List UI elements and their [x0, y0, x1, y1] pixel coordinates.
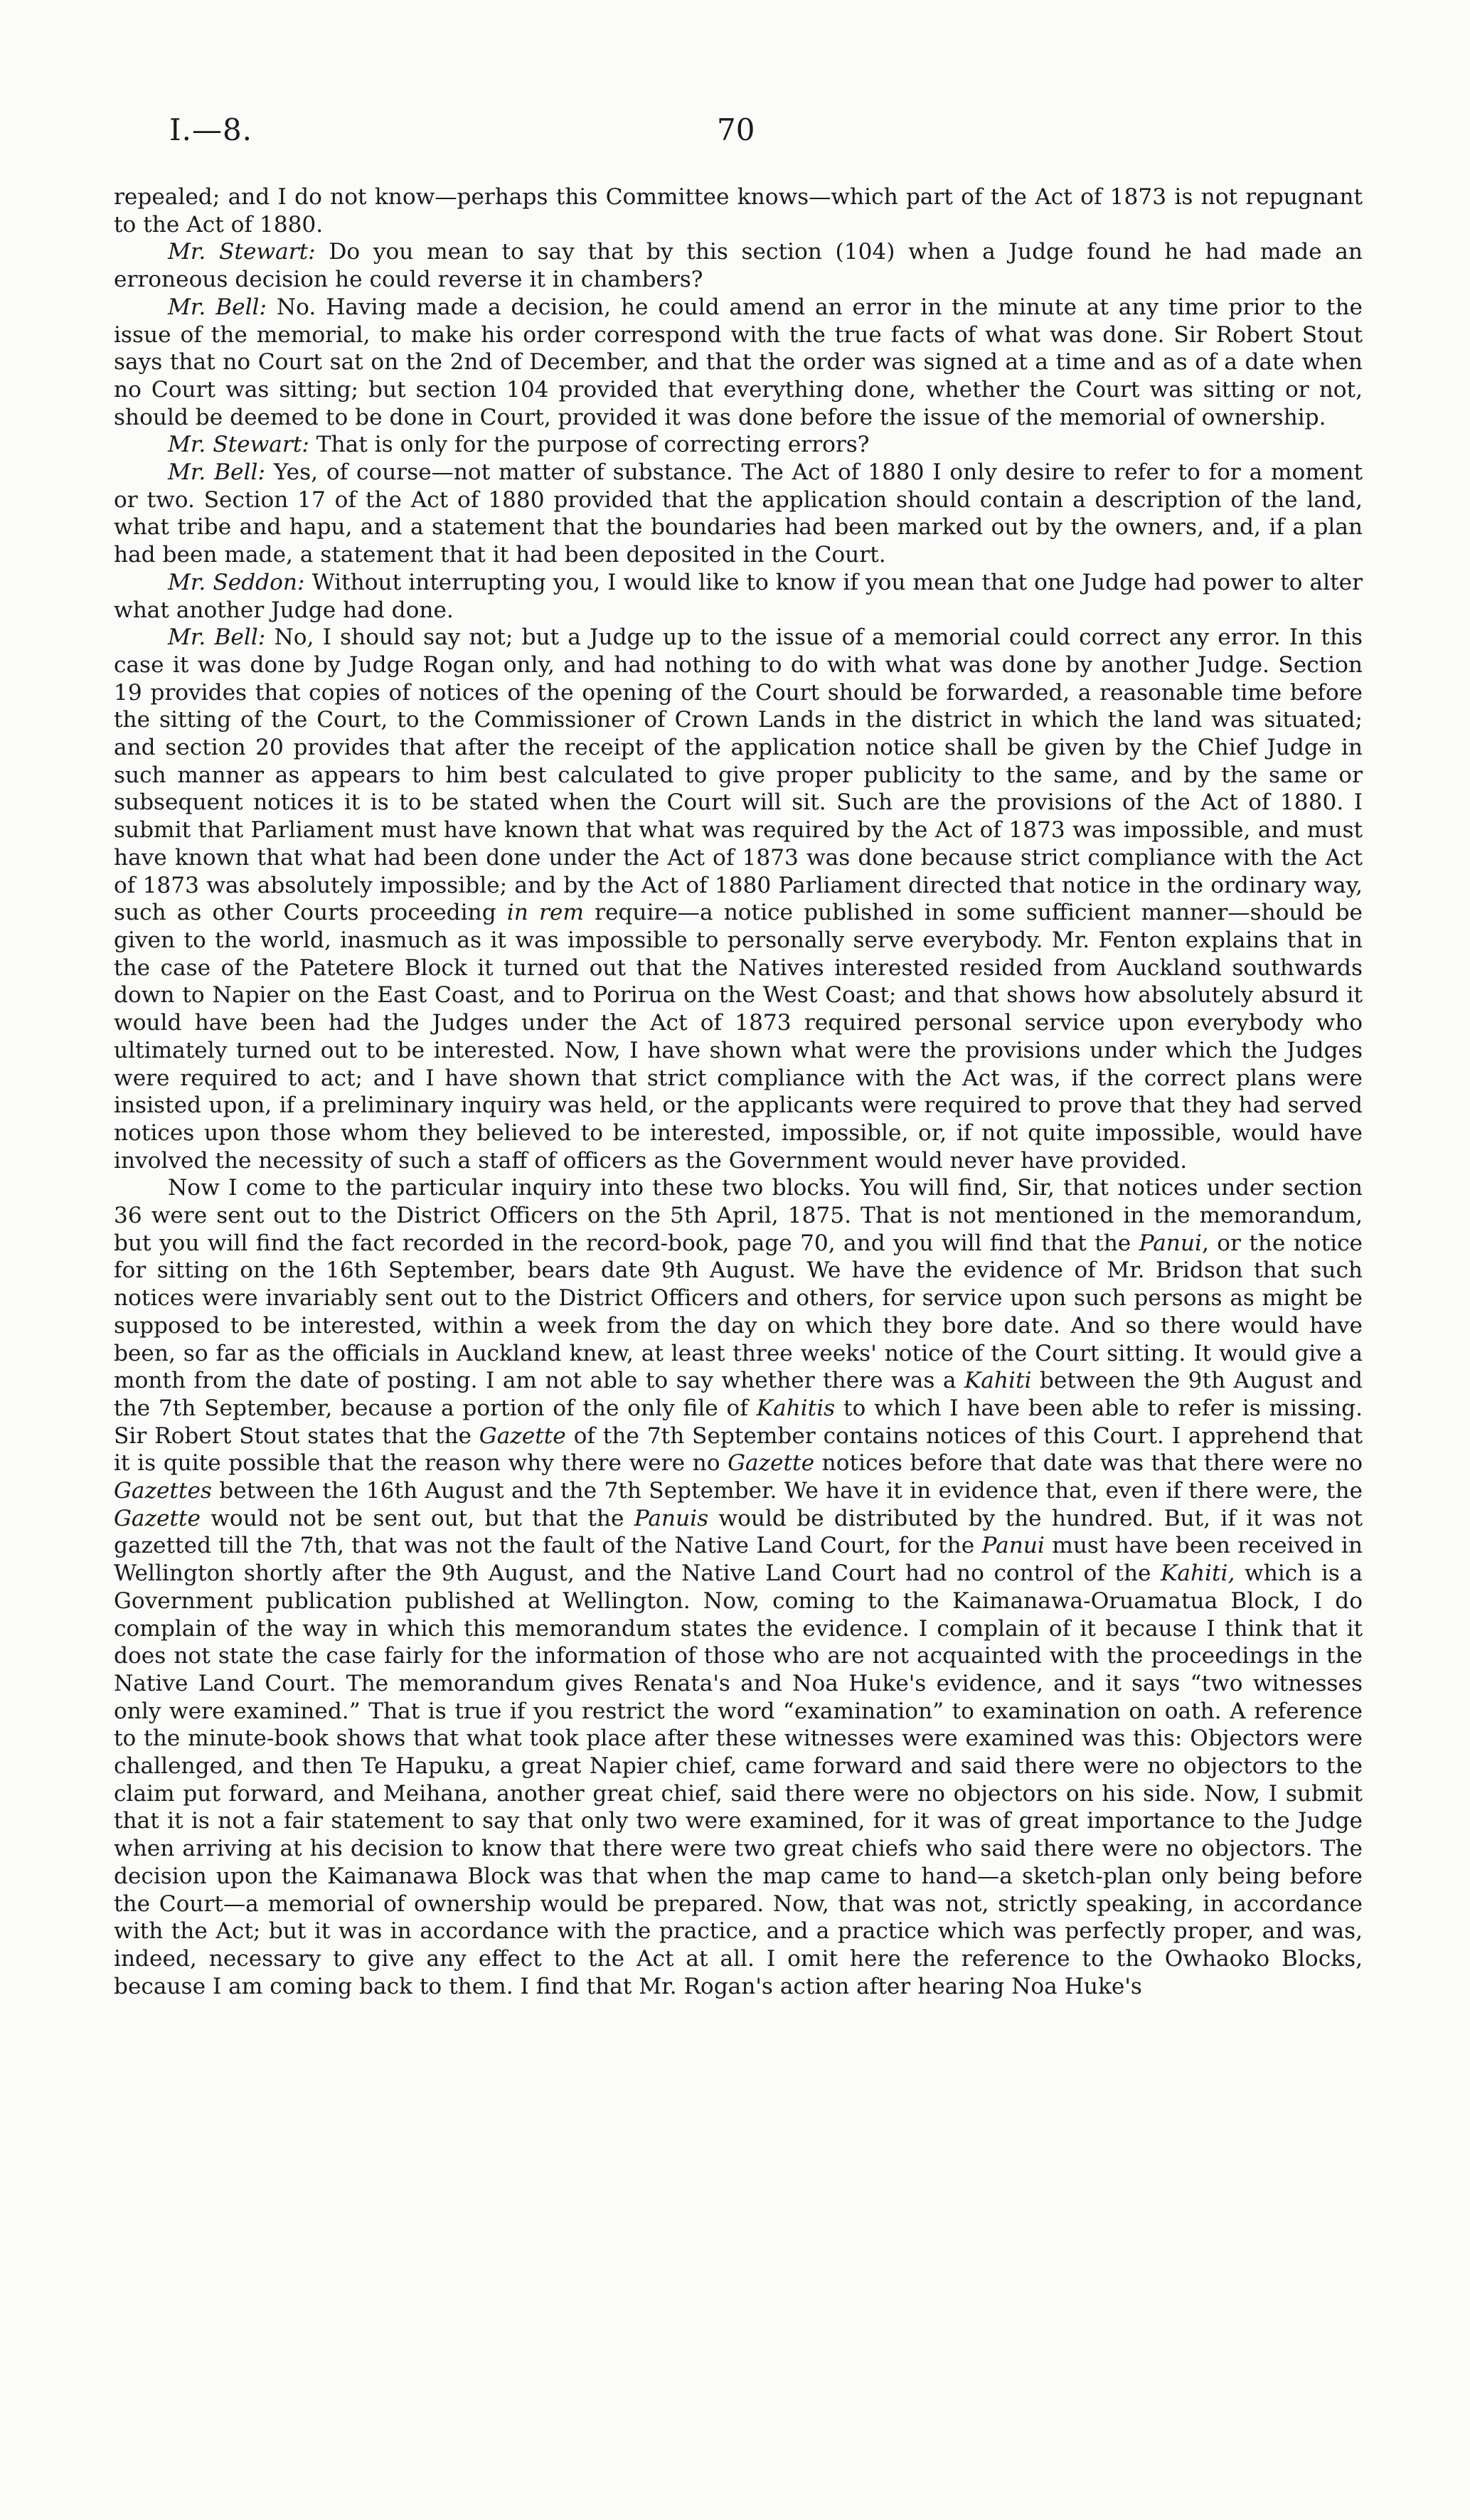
speaker-name: Mr. Bell: — [168, 294, 267, 320]
italic-term: Panui — [1139, 1230, 1202, 1256]
italic-term: Kahiti — [964, 1368, 1032, 1394]
speaker-name: Mr. Bell: — [168, 624, 266, 651]
paragraph-text: Now I come to the particular inquiry into these two blocks. You will find, Sir, that notices under section 36 were sent out to the District Officers on the 5th April, 1875. That is not mentioned in the memorandum, but you will find the fact recorded in the record-book, page 70, and you will find that the — [114, 1175, 1363, 1256]
paragraph-text: Yes, of course—not matter of substance. The Act of 1880 I only desire to refer to for a moment or two. Section 17 of the Act of 1880 provided that the application should contain a description of the land, what tribe and hapu, and a statement that the boundaries had been marked out by the owners, and, if a plan had been made, a statement that it had been deposited in the Court. — [114, 459, 1363, 568]
document-reference: I.—8. — [169, 112, 253, 147]
paragraph — [114, 624, 1363, 1174]
paragraph — [114, 569, 1363, 624]
paragraph — [114, 184, 1363, 238]
italic-term: Gazette — [728, 1450, 815, 1477]
speaker-name: Mr. Seddon: — [168, 569, 305, 595]
paragraph — [114, 294, 1363, 432]
paragraph — [114, 459, 1363, 569]
italic-term: Kahiti, — [1161, 1561, 1235, 1587]
paragraph-text: which is a Government publication published at Wellington. Now, coming to the Kaimanawa-Oruamatua Block, I do complain of the way in which this memorandum states the evidence. I complain of it because I think that it does not state the case fairly for the information of those who are not acquainted with the proceedings in the Native Land Court. The memorandum gives Renata's and Noa Huke's evidence, and it says “two witnesses only were examined.” That is true if you restrict the word “examination” to examination on oath. A reference to the minute-book shows that what took place after these witnesses were examined was this: Objectors were challenged, and then Te Hapuku, a great Napier chief, came forward and said there were no objectors to the claim put forward, and Meihana, another great chief, said there were no objectors on his side. Now, I submit that it is not a fair statement to say that only two were examined, for it was of great importance to the Judge when arriving at his decision to know that there were two great chiefs who said there were no objectors. The decision upon the Kaimanawa Block was that when the map came to hand—a sketch-plan only being before the Court—a memorial of ownership would be prepared. Now, that was not, strictly speaking, in accordance with the Act; but it was in accordance with the practice, and a practice which was perfectly proper, and was, indeed, necessary to give any effect to the Act at all. I omit here the reference to the Owhaoko Blocks, because I am coming back to them. I find that Mr. Rogan's action after hearing Noa Huke's — [114, 1561, 1363, 1999]
paragraph-text: of the 7th September contains notices of this Court. I apprehend that it is quite possible that the reason why there were no — [114, 1423, 1363, 1477]
paragraph-text: Without interrupting you, I would like to know if you mean that one Judge had power to alter what another Judge had done. — [114, 569, 1363, 623]
paragraph-text: No. Having made a decision, he could amend an error in the minute at any time prior to the issue of the memorial, to make his order correspond with the true facts of what was done. Sir Robert Stout says that no Court sat on the 2nd of December, and that the order was signed at a time and as of a date when no Court was sitting; but section 104 provided that everything done, whether the Court was sitting or not, should be deemed to be done in Court, provided it was done before the issue of the memorial of ownership. — [114, 294, 1363, 430]
paragraph — [114, 431, 1363, 459]
speaker-name: Mr. Bell: — [168, 459, 265, 486]
paragraph-text: That is only for the purpose of correcting errors? — [309, 432, 870, 458]
paragraph-text: Do you mean to say that by this section (104) when a Judge found he had made an erroneous decision he could reverse it in chambers? — [114, 239, 1363, 293]
paragraph-text: would be distributed by the hundred. But, if it was not gazetted till the 7th, that was not the fault of the Native Land Court, for the — [114, 1505, 1363, 1559]
paragraph-text: No, I should say not; but a Judge up to the issue of a memorial could correct any error. In this case it was done by Judge Rogan only, and had nothing to do with what was done by another Judge. Section 19 provides that copies of notices of the opening of the Court should be forwarded, a reasonable time before the sitting of the Court, to the Commissioner of Crown Lands in the district in which the land was situated; and section 20 provides that after the receipt of the application notice shall be given by the Chief Judge in such manner as appears to him best calculated to give proper publicity to the same, and by the same or subsequent notices it is to be stated when the Court will sit. Such are the provisions of the Act of 1880. I submit that Parliament must have known that what was required by the Act of 1873 was impossible, and must have known that what had been done under the Act of 1873 was done because strict compliance with the Act of 1873 was absolutely impossible; and by the Act of 1880 Parliament directed that notice in the ordinary way, such as other Courts proceeding — [114, 624, 1363, 926]
paragraph-text: must have been received in Wellington shortly after the 9th August, and the Native Land Court had no control of the — [114, 1533, 1363, 1587]
paragraph-text: require—a notice published in some sufficient manner—should be given to the world, inasmuch as it was impossible to personally serve everybody. Mr. Fenton explains that in the case of the Patetere Block it turned out that the Natives interested resided from Auckland southwards down to Napier on the East Coast, and to Porirua on the West Coast; and that shows how absolutely absurd it would have been had the Judges under the Act of 1873 required personal service upon everybody who ultimately turned out to be interested. Now, I have shown what were the provisions under which the Judges were required to act; and I have shown that strict compliance with the Act was, if the correct plans were insisted upon, if a preliminary inquiry was held, or the applicants were required to prove that they had served notices upon those whom they believed to be interested, impossible, or, if not quite impossible, would have involved the necessity of such a staff of officers as the Government would never have provided. — [114, 900, 1363, 1174]
italic-term: Panui — [981, 1533, 1045, 1559]
paragraph — [114, 238, 1363, 293]
paragraph — [114, 1174, 1363, 2000]
italic-term: Gazette — [114, 1505, 201, 1531]
page-number: 70 — [717, 112, 755, 147]
paragraph-text: between the 16th August and the 7th September. We have it in evidence that, even if there were, the — [211, 1478, 1363, 1504]
paragraph-text: would not be sent out, but that the — [200, 1505, 634, 1531]
italic-term: Panuis — [634, 1505, 709, 1531]
italic-term: Gazettes — [114, 1478, 212, 1504]
speaker-name: Mr. Stewart: — [168, 239, 316, 265]
speaker-name: Mr. Stewart: — [168, 432, 309, 458]
italic-term: Kahitis — [756, 1395, 836, 1421]
italic-term: Gazette — [479, 1423, 566, 1449]
italic-term: in rem — [506, 900, 584, 926]
paragraph-text: between the 9th August and the 7th September, because a portion of the only file of — [114, 1368, 1363, 1421]
paragraph-text: notices before that date was that there were no — [814, 1450, 1363, 1477]
paragraph-text: to which I have been able to refer is missing. Sir Robert Stout states that the — [114, 1395, 1363, 1449]
paragraph-text: repealed; and I do not know—perhaps this Committee knows—which part of the Act of 1873 is not repugnant to the Act of 1880. — [114, 184, 1363, 238]
paragraph-text: , or the notice for sitting on the 16th September, bears date 9th August. We have the evidence of Mr. Bridson that such notices were invariably sent out to the District Officers and others, for service upon such persons as might be supposed to be interested, within a week from the day on which they bore date. And so there would have been, so far as the officials in Auckland knew, at least three weeks' notice of the Court sitting. It would give a month from the date of posting. I am not able to say whether there was a — [114, 1230, 1363, 1394]
document-body — [114, 184, 1363, 2000]
